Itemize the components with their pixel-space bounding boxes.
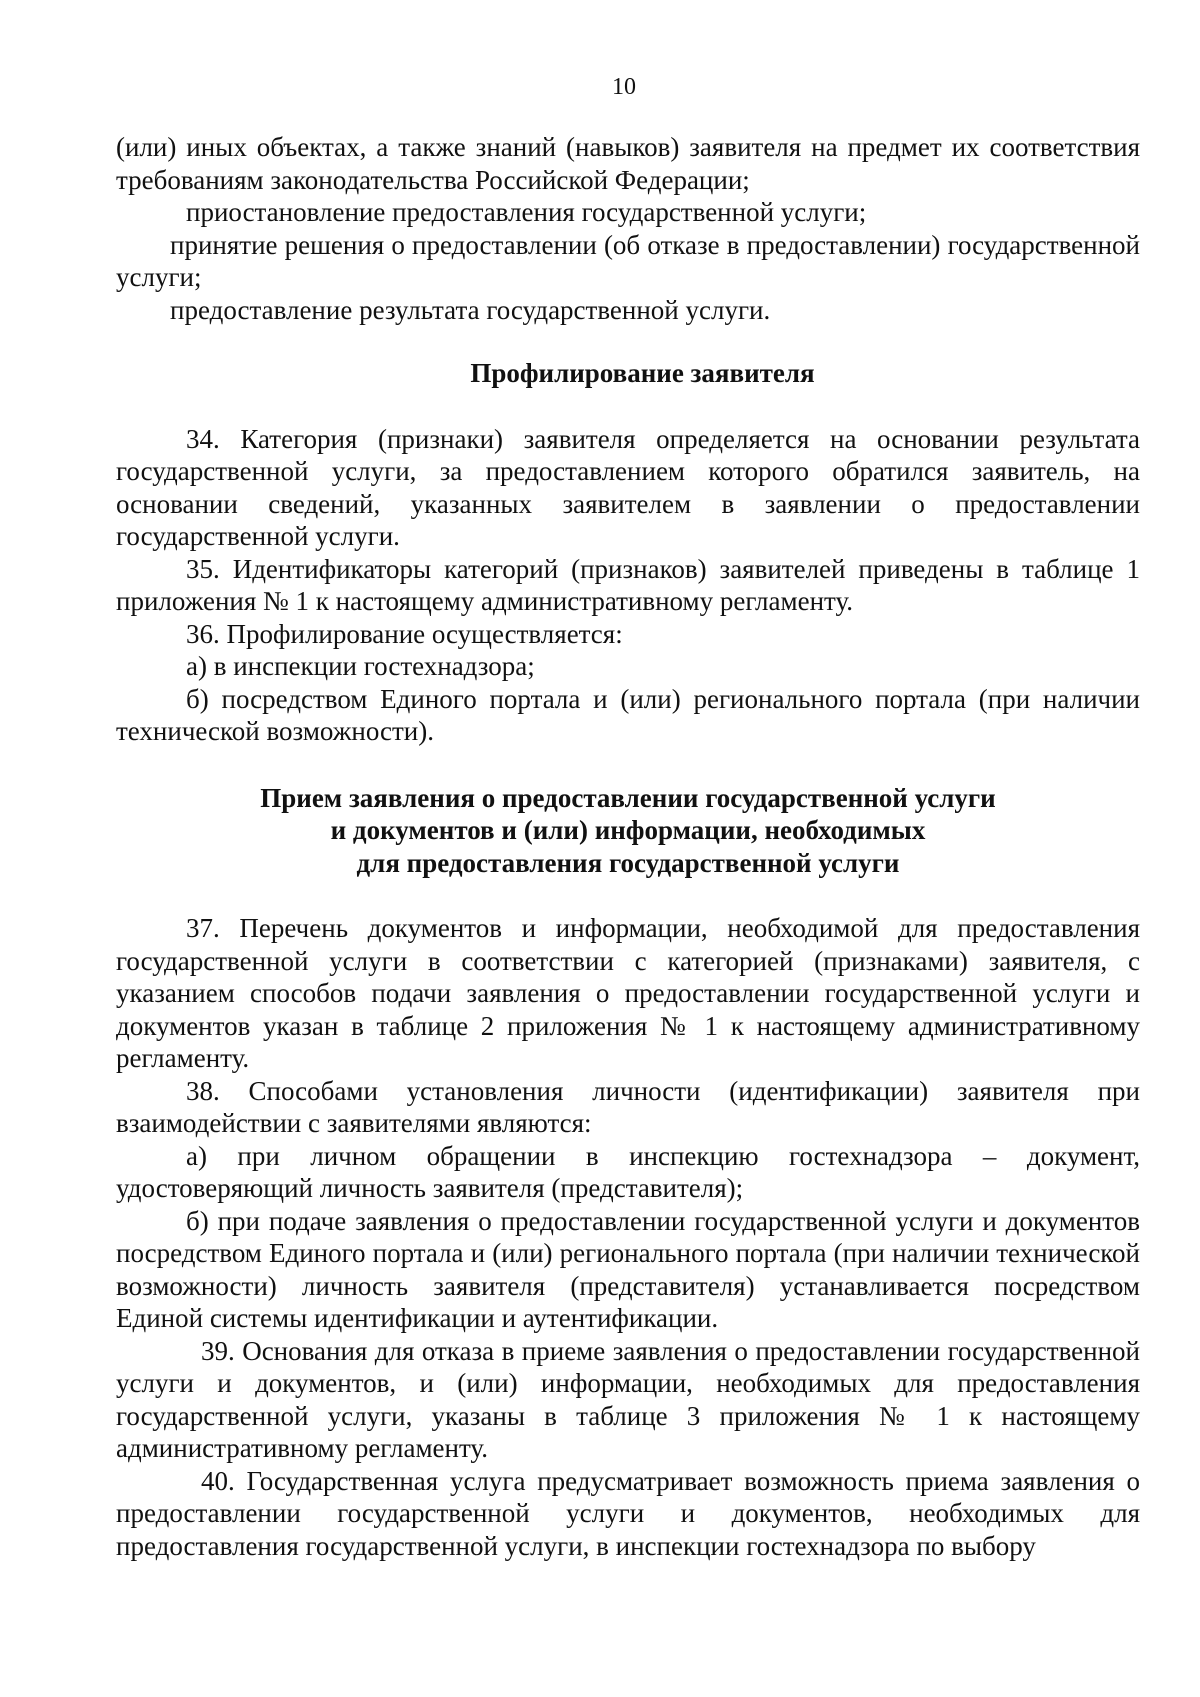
paragraph: 38. Способами установления личности (идентификации) заявителя при взаимодействии с заявителями являются: bbox=[116, 1075, 1140, 1138]
paragraph: б) при подаче заявления о предоставлении государственной услуги и документов посредством Единого портала и (или) регионального портала (при наличии технической возможности) личность заявителя (представителя) устанавливается посредством Единой системы идентификации и аутентификации. bbox=[116, 1205, 1140, 1333]
paragraph: а) в инспекции гостехнадзора; bbox=[186, 651, 535, 681]
page-number: 10 bbox=[612, 74, 636, 100]
document-body bbox=[116, 131, 1140, 1562]
paragraph: б) посредством Единого портала и (или) регионального портала (при наличии технической возможности). bbox=[116, 683, 1140, 746]
paragraph: предоставление результата государственной услуги. bbox=[170, 294, 771, 325]
paragraph: 35. Идентификаторы категорий (признаков) заявителей приведены в таблице 1 приложения № 1 к настоящему административному регламенту. bbox=[116, 553, 1140, 616]
paragraph: 34. Категория (признаки) заявителя определяется на основании результата государственной услуги, за предоставлением которого обратился заявитель, на основании сведений, указанных заявителем в заявлении о предоставлении государственной услуги. bbox=[116, 423, 1140, 551]
section-heading bbox=[116, 782, 1140, 880]
paragraph: 39. Основания для отказа в приеме заявления о предоставлении государственной услуги и документов, и (или) информации, необходимых для предоставления государственной услуги, указаны в таблице 3 приложения № 1 к настоящему административному регламенту. bbox=[116, 1335, 1140, 1463]
paragraph: а) при личном обращении в инспекцию гостехнадзора – документ, удостоверяющий личность заявителя (представителя); bbox=[116, 1140, 1140, 1203]
section-heading-line: и документов и (или) информации, необходимых bbox=[330, 815, 926, 845]
paragraph: принятие решения о предоставлении (об отказе в предоставлении) государственной услуги; bbox=[116, 229, 1140, 292]
paragraph: 40. Государственная услуга предусматривает возможность приема заявления о предоставлении государственной услуги и документов, необходимых для предоставления государственной услуги, в инспекции гостехнадзора по выбору bbox=[116, 1465, 1140, 1561]
paragraph: приостановление предоставления государственной услуги; bbox=[186, 197, 867, 227]
section-heading-line: для предоставления государственной услуги bbox=[356, 847, 900, 878]
section-heading: Профилирование заявителя bbox=[470, 358, 815, 388]
section-heading-line: Прием заявления о предоставлении государственной услуги bbox=[260, 782, 996, 813]
paragraph: (или) иных объектах, а также знаний (навыков) заявителя на предмет их соответствия требованиям законодательства Российской Федерации; bbox=[116, 132, 1140, 195]
paragraph: 36. Профилирование осуществляется: bbox=[186, 618, 623, 649]
paragraph: 37. Перечень документов и информации, необходимой для предоставления государственной услуги в соответствии с категорией (признаками) заявителя, с указанием способов подачи заявления о предоставлении государственной услуги и документов указан в таблице 2 приложения № 1 к настоящему административному регламенту. bbox=[116, 913, 1140, 1073]
